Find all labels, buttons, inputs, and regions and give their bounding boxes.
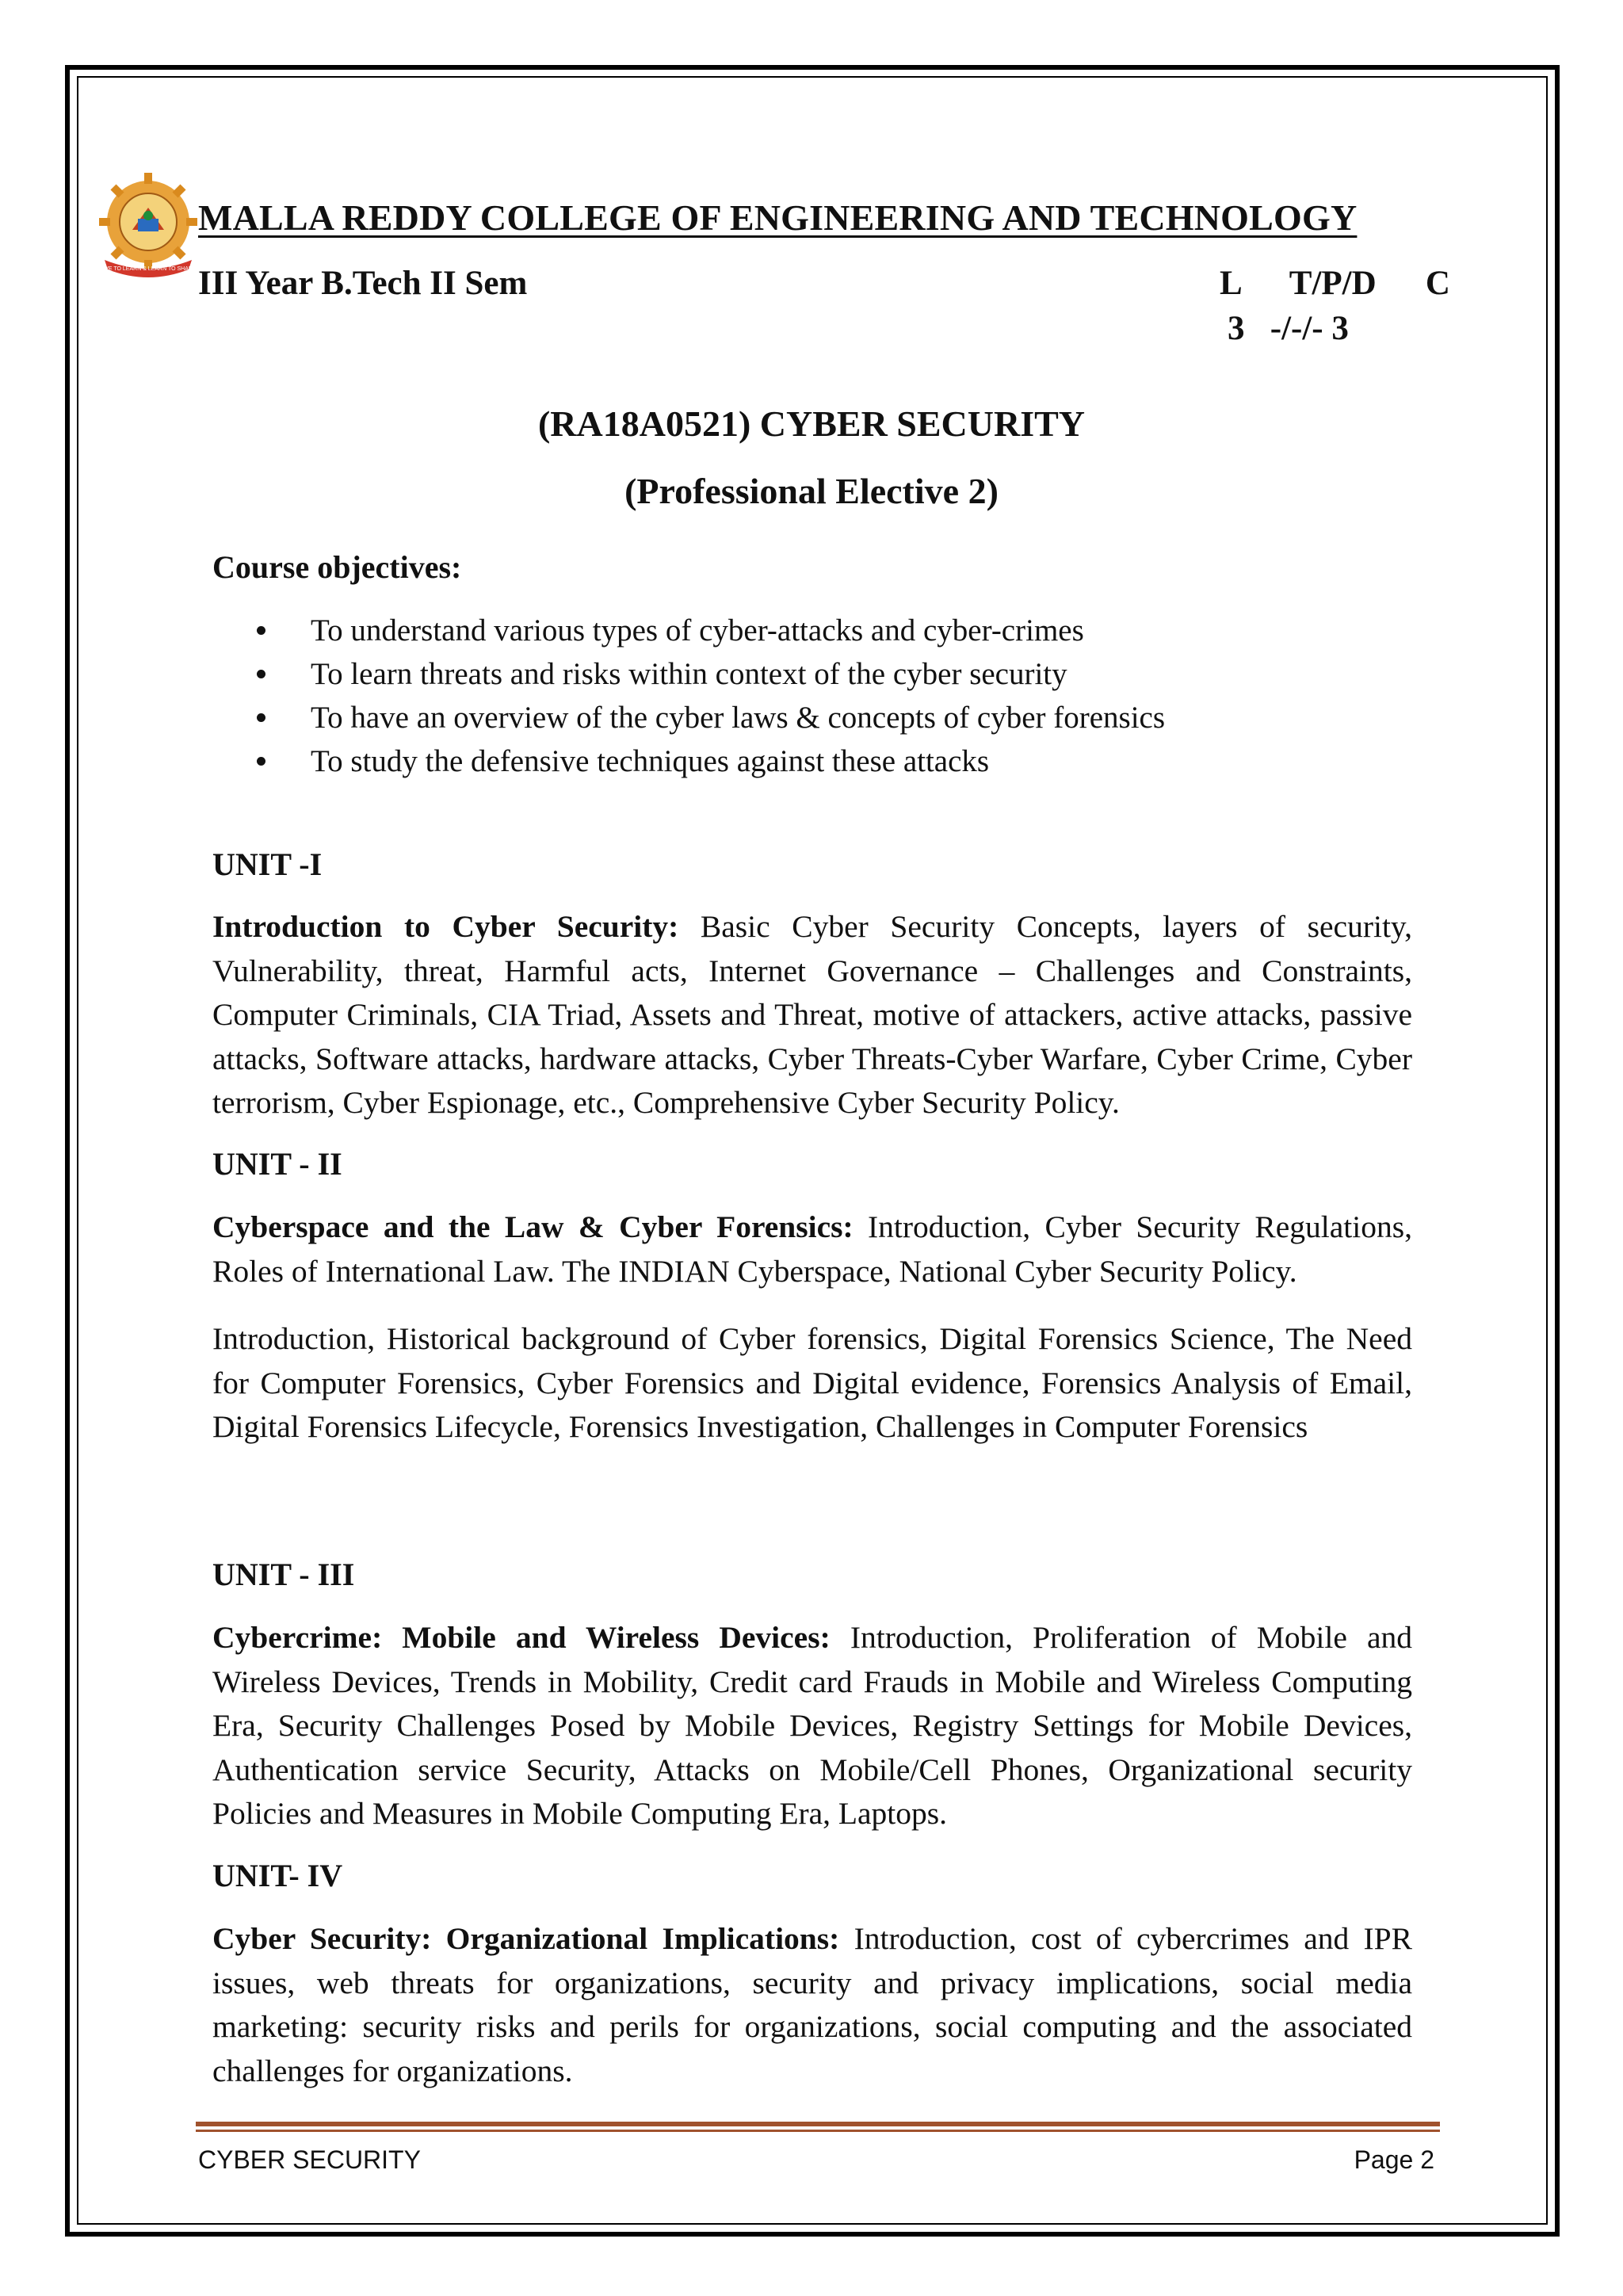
unit-3-paragraph xyxy=(212,1616,1412,1836)
ltpc-values: 3 -/-/- 3 xyxy=(1228,310,1349,347)
college-logo xyxy=(89,166,208,285)
unit-2-lead: Cyberspace and the Law & Cyber Forensics: xyxy=(212,1209,854,1244)
unit-3-lead: Cybercrime: Mobile and Wireless Devices: xyxy=(212,1620,831,1655)
unit-2-heading: UNIT - II xyxy=(212,1146,342,1182)
objective-item: To study the defensive techniques against these attacks xyxy=(212,739,1401,783)
unit-2-text: Introduction, Cyber Security Regulations, Roles of International Law. The INDIAN Cyberspace, National Cyber Security Policy. xyxy=(212,1209,1412,1289)
unit-1-text: Basic Cyber Security Concepts, layers of security, Vulnerability, threat, Harmful acts, Internet Governance – Challenges and Constraints, Computer Criminals, CIA Triad, Assets and Threat, motive of attackers, active attacks, passive attacks, Software attacks, hardware attacks, Cyber Threats-Cyber Warfare, Cyber Crime, Cyber terrorism, Cyber Espionage, etc., Comprehensive Cyber Security Policy. xyxy=(212,909,1412,1120)
ltpc-header: L T/P/D C xyxy=(1220,265,1450,302)
unit-3-heading: UNIT - III xyxy=(212,1557,355,1592)
unit-1-heading: UNIT -I xyxy=(212,846,323,882)
unit-2-paragraph-2 xyxy=(212,1317,1412,1450)
objective-item: To have an overview of the cyber laws & concepts of cyber forensics xyxy=(212,696,1401,739)
objectives-heading: Course objectives: xyxy=(212,549,462,585)
unit-2-paragraph-1 xyxy=(212,1205,1412,1293)
objective-item: To learn threats and risks within context of the cyber security xyxy=(212,652,1401,696)
unit-2-text-2: Introduction, Historical background of Cyber forensics, Digital Forensics Science, The Need for Computer Forensics, Cyber Forensics and Digital evidence, Forensics Analysis of Email, Digital Forensics Lifecycle, Forensics Investigation, Challenges in Computer Forensics xyxy=(212,1321,1412,1444)
unit-3-text: Introduction, Proliferation of Mobile and Wireless Devices, Trends in Mobility, Credit card Frauds in Mobile and Wireless Computing Era, Security Challenges Posed by Mobile Devices, Registry Settings for Mobile Devices, Authentication service Security, Attacks on Mobile/Cell Phones, Organizational security Policies and Measures in Mobile Computing Era, Laptops. xyxy=(212,1620,1412,1831)
objectives-list xyxy=(212,609,1401,783)
objective-item: To understand various types of cyber-attacks and cyber-crimes xyxy=(212,609,1401,652)
unit-1-paragraph xyxy=(212,905,1412,1125)
college-name: MALLA REDDY COLLEGE OF ENGINEERING AND TECHNOLOGY xyxy=(198,197,1358,238)
logo-motto: LIVE TO LEARN & LEARN TO SHARE xyxy=(100,266,197,272)
course-subtitle: (Professional Elective 2) xyxy=(624,471,999,511)
unit-4-paragraph xyxy=(212,1917,1412,2093)
page-number: Page 2 xyxy=(1354,2145,1434,2174)
footer-rule-thin xyxy=(196,2130,1440,2132)
footer-title: CYBER SECURITY xyxy=(198,2145,421,2174)
unit-4-text: Introduction, cost of cybercrimes and IPR issues, web threats for organizations, security and privacy implications, social media marketing: security risks and perils for organizations, social computing and the associated challenges for organizations. xyxy=(212,1921,1412,2088)
unit-1-lead: Introduction to Cyber Security: xyxy=(212,909,679,944)
unit-4-lead: Cyber Security: Organizational Implications: xyxy=(212,1921,840,1956)
unit-4-heading: UNIT- IV xyxy=(212,1858,343,1893)
year-semester: III Year B.Tech II Sem xyxy=(198,265,528,302)
course-title: (RA18A0521) CYBER SECURITY xyxy=(537,403,1086,444)
footer-rule xyxy=(196,2122,1440,2126)
